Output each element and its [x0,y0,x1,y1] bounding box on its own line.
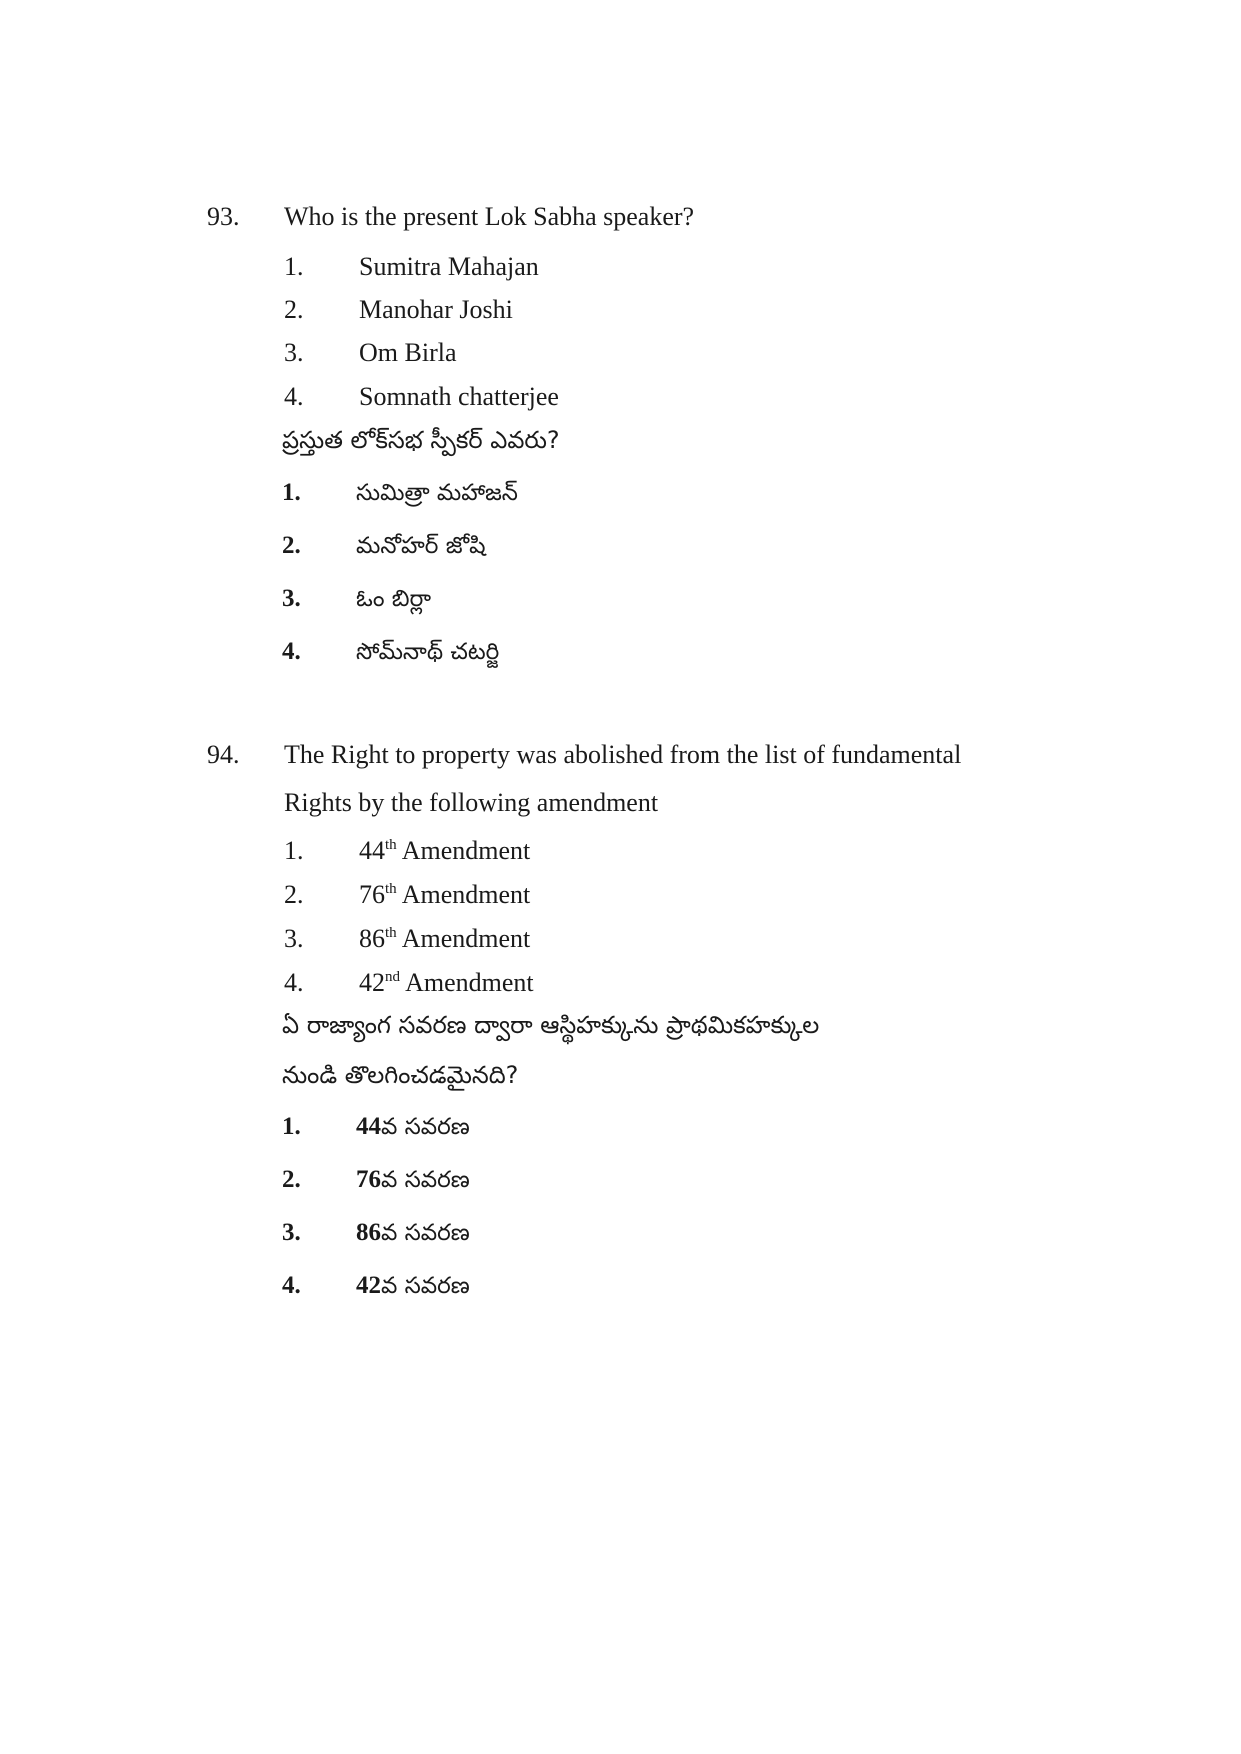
option-text: Sumitra Mahajan [359,252,539,281]
option-te-4 [282,637,499,667]
option-text: Om Birla [359,338,457,367]
question-text-te-line1: ఏ రాజ్యాంగ సవరణ ద్వారా ఆస్థిహక్కును ప్రాథమికహక్కుల [282,1011,820,1039]
option-number: 3. [284,338,304,367]
option-rest: Amendment [396,880,531,909]
option-number: 3. [282,1219,301,1246]
option-text: Somnath chatterjee [359,382,559,411]
option-en-2 [284,880,530,910]
question-text-te-line2: నుండి తొలగించడమైనది? [282,1061,519,1089]
option-num: 42 [356,1272,381,1299]
option-base: 44 [359,836,385,865]
option-text: సోమ్‌నాథ్ చటర్జి [356,639,500,665]
option-text: సుమిత్రా మహాజన్ [356,480,518,506]
option-text: మనోహర్ జోషి [356,533,486,559]
option-number: 2. [284,295,304,324]
option-en-3 [284,924,530,954]
option-te-1 [282,1112,470,1142]
option-num: 76 [356,1166,381,1193]
option-rest: Amendment [396,924,531,953]
option-number: 1. [282,479,301,506]
option-sup: th [385,837,397,853]
option-text: వ సవరణ [381,1114,470,1140]
option-number: 4. [284,968,304,997]
option-sup: th [385,925,397,941]
option-en-3 [284,338,457,368]
option-number: 4. [284,382,304,411]
option-number: 1. [284,252,304,281]
option-text: వ సవరణ [381,1167,470,1193]
option-en-1 [284,252,539,282]
option-te-1 [282,478,518,508]
question-text-te: ప్రస్తుత లోక్‌సభ స్పీకర్ ఎవరు? [282,426,560,454]
option-number: 2. [282,532,301,559]
option-number: 3. [282,585,301,612]
option-number: 4. [282,1272,301,1299]
option-base: 76 [359,880,385,909]
option-number: 3. [284,924,304,953]
option-en-1 [284,836,530,866]
option-text: ఓం బిర్లా [356,586,432,612]
question-text-en-line2: Rights by the following amendment [284,788,659,817]
option-en-4 [284,382,559,412]
question-text-en-line1: The Right to property was abolished from the list of fundamental [284,740,962,769]
option-num: 44 [356,1113,381,1140]
option-te-2 [282,1165,470,1195]
option-sup: th [385,881,397,897]
option-text: Manohar Joshi [359,295,513,324]
option-rest: Amendment [400,968,534,997]
option-text: వ సవరణ [381,1220,470,1246]
option-te-3 [282,584,431,614]
option-num: 86 [356,1219,381,1246]
question-number: 93. [207,202,240,231]
option-te-3 [282,1218,470,1248]
option-number: 2. [282,1166,301,1193]
option-number: 1. [282,1113,301,1140]
option-rest: Amendment [396,836,531,865]
option-text: వ సవరణ [381,1273,470,1299]
question-number: 94. [207,740,240,769]
option-base: 86 [359,924,385,953]
option-sup: nd [385,969,400,985]
question-text-en: Who is the present Lok Sabha speaker? [284,202,695,231]
option-te-4 [282,1271,470,1301]
option-number: 1. [284,836,304,865]
option-te-2 [282,531,486,561]
option-number: 4. [282,638,301,665]
option-en-4 [284,968,534,998]
option-base: 42 [359,968,385,997]
option-number: 2. [284,880,304,909]
option-en-2 [284,295,513,325]
